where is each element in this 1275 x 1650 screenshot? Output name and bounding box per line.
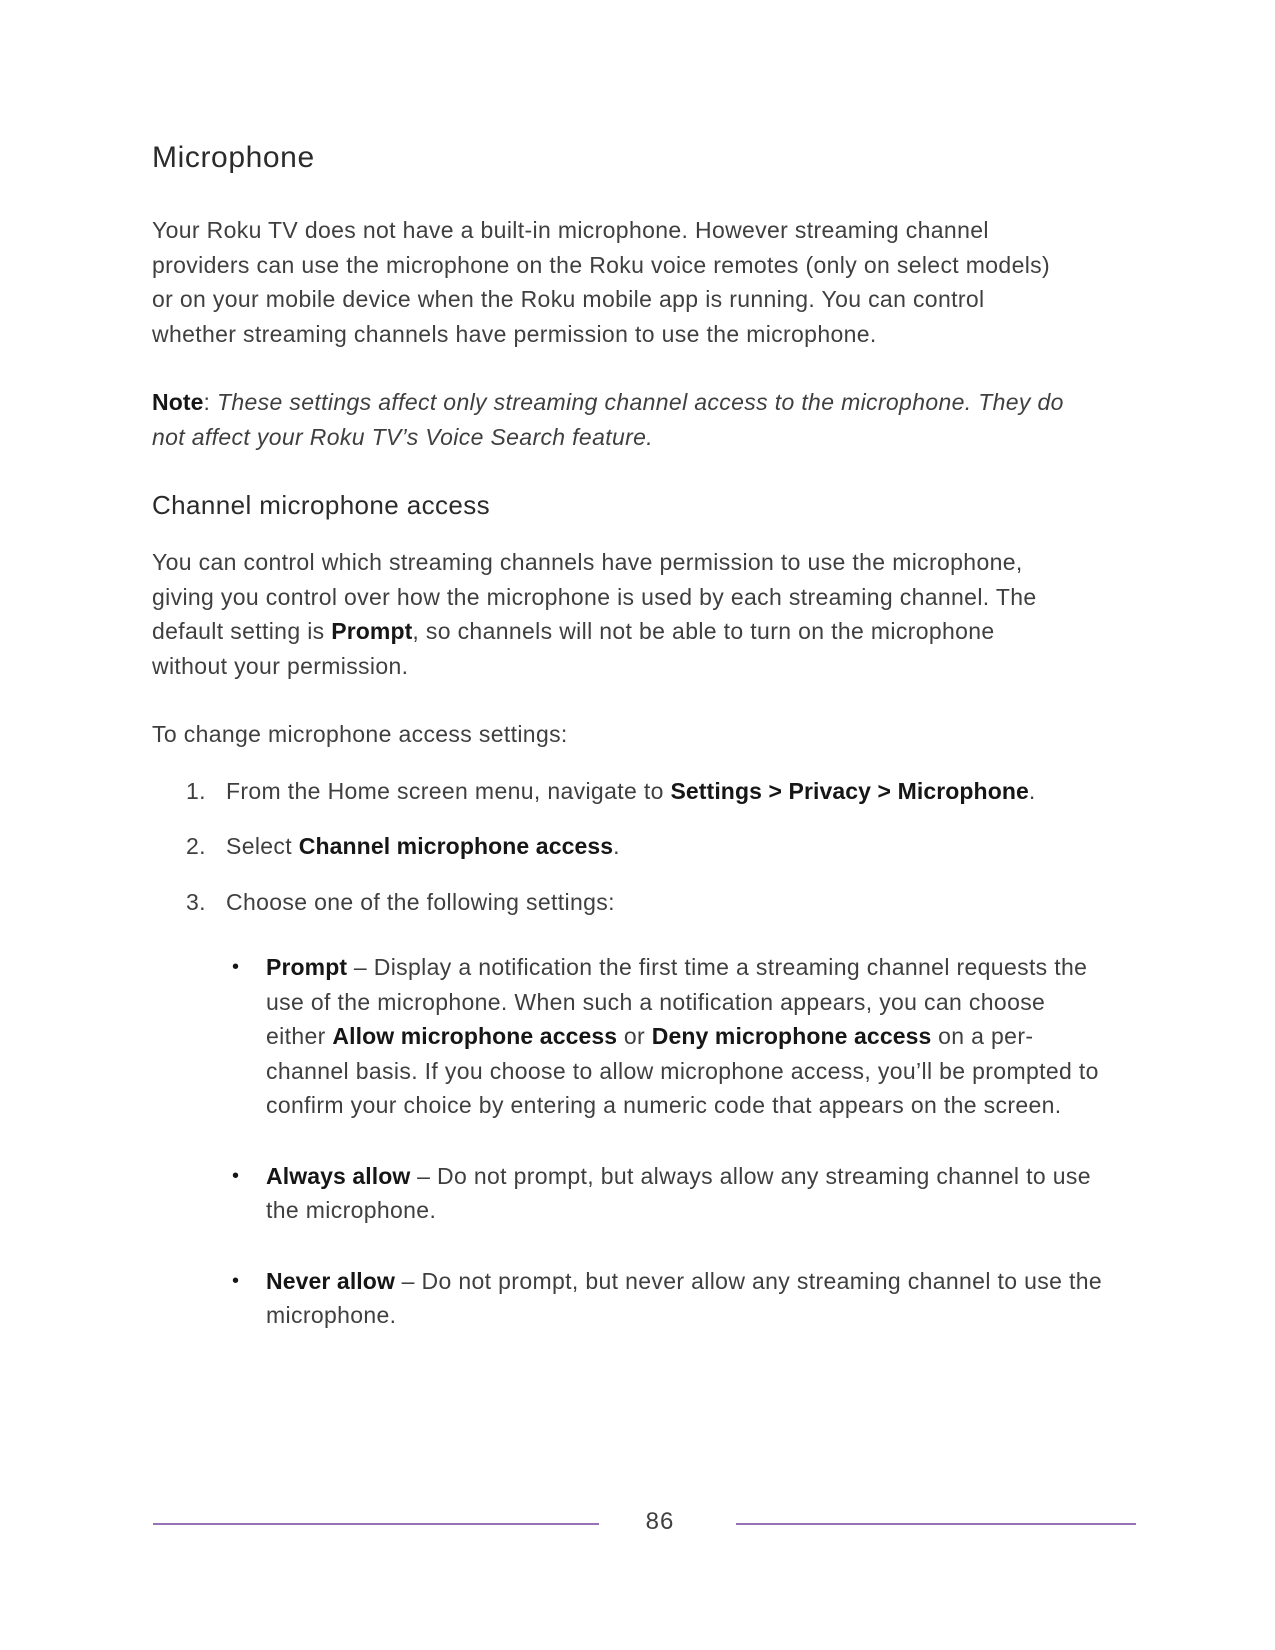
footer-rule-left <box>153 1523 599 1525</box>
bullet-marker-icon: • <box>232 956 240 978</box>
step-number: 3. <box>186 888 206 915</box>
note-text: These settings affect only streaming channel access to the microphone. They do not affect your Roku TV’s Voice Search feature. <box>152 389 1064 450</box>
option-text-run: – Display a notification the first time a streaming channel requests the use of the microphone. When such a notification appears, you can choose either <box>266 954 1088 1049</box>
step-text-run: Select <box>226 833 299 859</box>
page-number: 86 <box>645 1508 675 1535</box>
option-item-never-allow <box>232 1264 1125 1333</box>
step-item-2 <box>186 829 1125 864</box>
step-item-1 <box>186 774 1125 809</box>
option-text-run: – Do not prompt, but always allow any streaming channel to use the microphone. <box>266 1162 1091 1223</box>
option-item-prompt <box>232 950 1125 1123</box>
step-bold-run: Channel microphone access <box>298 833 614 859</box>
step-text-run: . <box>613 833 620 859</box>
step-text-run: . <box>1028 777 1036 804</box>
section-heading: Channel microphone access <box>152 490 491 520</box>
option-bold-run: Never allow <box>266 1267 395 1294</box>
page-title: Microphone <box>152 141 315 174</box>
option-item-always-allow <box>232 1159 1125 1228</box>
steps-list <box>152 774 1125 920</box>
step-text-run: From the Home screen menu, navigate to <box>226 777 671 804</box>
step-bold-run: Settings > Privacy > Microphone <box>670 777 1029 804</box>
step-item-3 <box>186 885 1125 920</box>
footer-rule-right <box>736 1523 1136 1525</box>
section-bold: Prompt <box>331 618 413 644</box>
note-colon: : <box>203 389 217 415</box>
bullet-marker-icon: • <box>232 1269 240 1292</box>
option-text-run: – Do not prompt, but never allow any streaming channel to use the microphone. <box>266 1267 1103 1328</box>
note-paragraph <box>152 385 1067 454</box>
step-text <box>226 885 615 920</box>
option-text <box>266 1264 1111 1333</box>
option-text <box>266 950 1111 1123</box>
note-label: Note <box>152 389 204 415</box>
step-number: 2. <box>186 833 206 859</box>
section-paragraph <box>152 545 1067 683</box>
option-bold-run: Always allow <box>266 1162 411 1189</box>
option-text-run: or <box>617 1023 652 1049</box>
option-bold-run: Prompt <box>266 954 348 980</box>
step-text <box>226 774 1036 809</box>
step-text <box>226 829 620 864</box>
option-text <box>266 1159 1111 1228</box>
option-bold-run: Deny microphone access <box>651 1023 932 1049</box>
step-number: 1. <box>186 777 206 804</box>
options-list <box>152 950 1125 1333</box>
option-text-run: on a per-channel basis. If you choose to allow microphone access, you’ll be prompted to confirm your choice by entering a numeric code that appears on the screen. <box>266 1023 1099 1118</box>
intro-paragraph: Your Roku TV does not have a built-in microphone. However streaming channel providers can use the microphone on the Roku voice remotes (only on select models) or on your mobile device when the Roku mobile app is running. You can control whether streaming channels have permission to use the microphone. <box>152 217 1051 347</box>
steps-intro: To change microphone access settings: <box>152 721 568 747</box>
section-text: You can control which streaming channels have permission to use the microphone, giving you control over how the microphone is used by each streaming channel. The default setting is <box>152 549 1037 644</box>
bullet-marker-icon: • <box>232 1164 240 1187</box>
section-text-end: , so channels will not be able to turn on the microphone without your permission. <box>152 618 995 679</box>
option-bold-run: Allow microphone access <box>332 1023 618 1049</box>
step-text-run: Choose one of the following settings: <box>226 888 615 915</box>
